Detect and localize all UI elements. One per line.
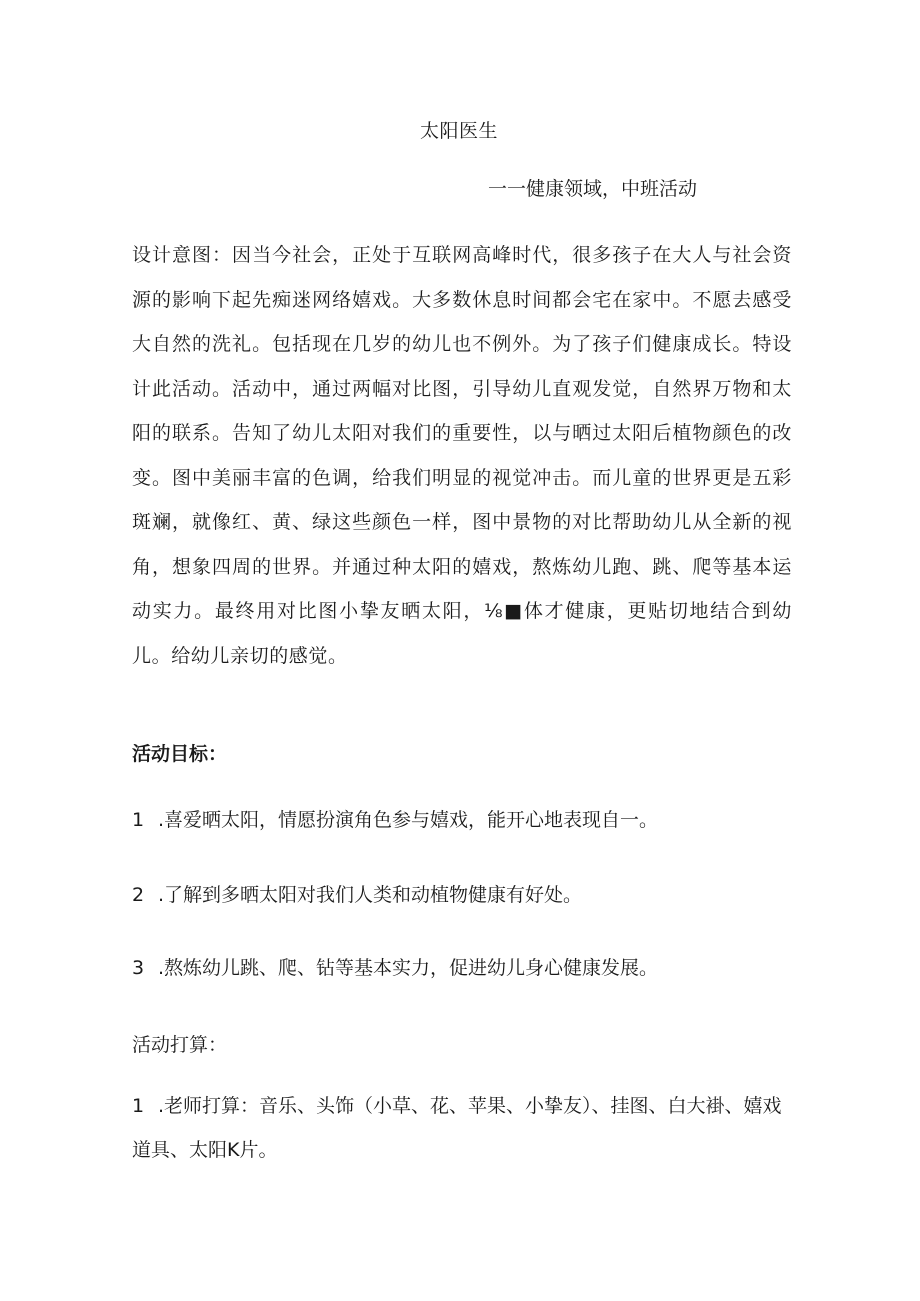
- goals-heading: 活动目标：: [132, 743, 228, 765]
- goal-number: 2: [132, 884, 145, 906]
- design-intent-paragraph: 设计意图：因当今社会，正处于互联网高峰时代，很多孩子在大人与社会资源的影响下起先痴迷网络嬉戏。大多数休息时间都会宅在家中。不愿去感受大自然的洗礼。包括现在几岁的幼儿也不例外。为了孩子们健康成长。特设计此活动。活动中，通过两幅对比图，引导幼儿直观发觉，自然界万物和太阳的联系。告知了幼儿太阳对我们的重要性，以与晒过太阳后植物颜色的改变。图中美丽丰富的色调，给我们明显的视觉冲击。而儿童的世界更是五彩斑斓，就像红、黄、绿这些颜色一样，图中景物的对比帮助幼儿从全新的视角，想象四周的世界。并通过种太阳的嬉戏，熬炼幼儿跑、跳、爬等基本运动实力。最终用对比图小挚友晒太阳，⅛■体才健康，更贴切地结合到幼儿。给幼儿亲切的感觉。: [132, 244, 792, 667]
- prep-heading: 活动打算：: [132, 1034, 228, 1056]
- prep-text: .老师打算：音乐、头饰（小草、花、苹果、小挚友）、挂图、白大褂、嬉戏道具、太阳K片。: [132, 1095, 782, 1161]
- goal-item-3: [132, 953, 658, 980]
- goal-item-2: [132, 880, 582, 907]
- goal-text: .了解到多晒太阳对我们人类和动植物健康有好处。: [158, 884, 583, 906]
- document-subtitle: 一一健康领域，中班活动: [488, 178, 698, 200]
- goal-text: .喜爱晒太阳，情愿扮演角色参与嬉戏，能开心地表现自一。: [158, 809, 659, 831]
- prep-number: 1: [132, 1095, 145, 1117]
- goal-number: 3: [132, 957, 145, 979]
- document-title: 太阳医生: [420, 120, 499, 142]
- prep-item-1: [132, 1084, 797, 1172]
- goal-item-1: [132, 805, 658, 832]
- goal-number: 1: [132, 809, 145, 831]
- goal-text: .熬炼幼儿跳、爬、钻等基本实力，促进幼儿身心健康发展。: [158, 957, 659, 979]
